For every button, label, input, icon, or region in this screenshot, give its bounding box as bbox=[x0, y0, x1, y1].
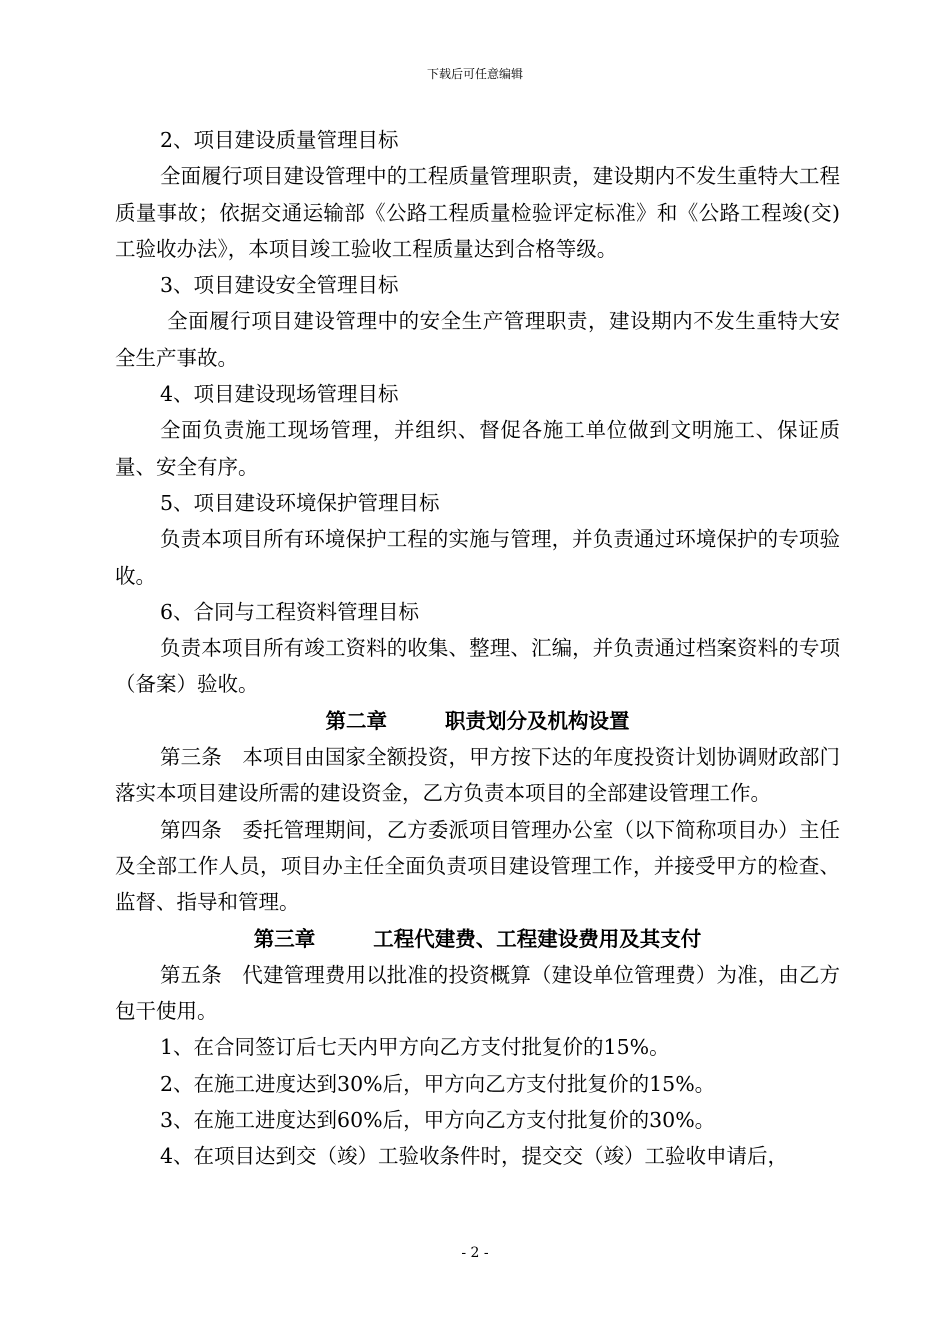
paragraph: 负责本项目所有竣工资料的收集、整理、汇编，并负责通过档案资料的专项（备案）验收。 bbox=[115, 636, 840, 697]
paragraph: 全面履行项目建设管理中的安全生产管理职责，建设期内不发生重特大安全生产事故。 bbox=[115, 309, 840, 370]
article-paragraph: 第三条 本项目由国家全额投资，甲方按下达的年度投资计划协调财政部门落实本项目建设所需的建设资金，乙方负责本项目的全部建设管理工作。 bbox=[115, 745, 840, 806]
chapter-number: 第二章 bbox=[325, 708, 387, 733]
article-paragraph: 第五条 代建管理费用以批准的投资概算（建设单位管理费）为准，由乙方包干使用。 bbox=[115, 962, 840, 1024]
chapter-heading bbox=[115, 703, 840, 739]
page-header: 下载后可任意编辑 bbox=[426, 67, 523, 81]
chapter-title: 职责划分及机构设置 bbox=[445, 708, 630, 733]
article-paragraph: 第四条 委托管理期间，乙方委派项目管理办公室（以下简称项目办）主任及全部工作人员，项目办主任全面负责项目建设管理工作，并接受甲方的检查、监督、指导和管理。 bbox=[115, 817, 840, 915]
page-number: - 2 - bbox=[461, 1245, 489, 1261]
chapter-title: 工程代建费、工程建设费用及其支付 bbox=[373, 926, 702, 951]
chapter-number: 第三章 bbox=[253, 926, 316, 951]
list-item: 4、在项目达到交（竣）工验收条件时，提交交（竣）工验收申请后， bbox=[160, 1144, 789, 1169]
paragraph: 全面履行项目建设管理中的工程质量管理职责，建设期内不发生重特大工程质量事故；依据交通运输部《公路工程质量检验评定标准》和《公路工程竣(交)工验收办法》，本项目竣工验收工程质量达到合格等级。 bbox=[115, 164, 840, 261]
document-body bbox=[115, 122, 840, 1175]
section-heading: 4、项目建设现场管理目标 bbox=[160, 382, 399, 407]
section-heading: 2、项目建设质量管理目标 bbox=[160, 128, 399, 152]
paragraph: 全面负责施工现场管理，并组织、督促各施工单位做到文明施工、保证质量、安全有序。 bbox=[115, 418, 840, 479]
paragraph: 负责本项目所有环境保护工程的实施与管理，并负责通过环境保护的专项验收。 bbox=[115, 527, 840, 588]
list-item: 2、在施工进度达到30%后，甲方向乙方支付批复价的15%。 bbox=[160, 1071, 716, 1096]
section-heading: 3、项目建设安全管理目标 bbox=[160, 273, 399, 298]
list-item: 1、在合同签订后七天内甲方向乙方支付批复价的15%。 bbox=[160, 1035, 670, 1060]
chapter-heading bbox=[115, 921, 840, 957]
section-heading: 6、合同与工程资料管理目标 bbox=[160, 599, 420, 624]
section-heading: 5、项目建设环境保护管理目标 bbox=[160, 490, 440, 515]
list-item: 3、在施工进度达到60%后，甲方向乙方支付批复价的30%。 bbox=[160, 1108, 716, 1133]
